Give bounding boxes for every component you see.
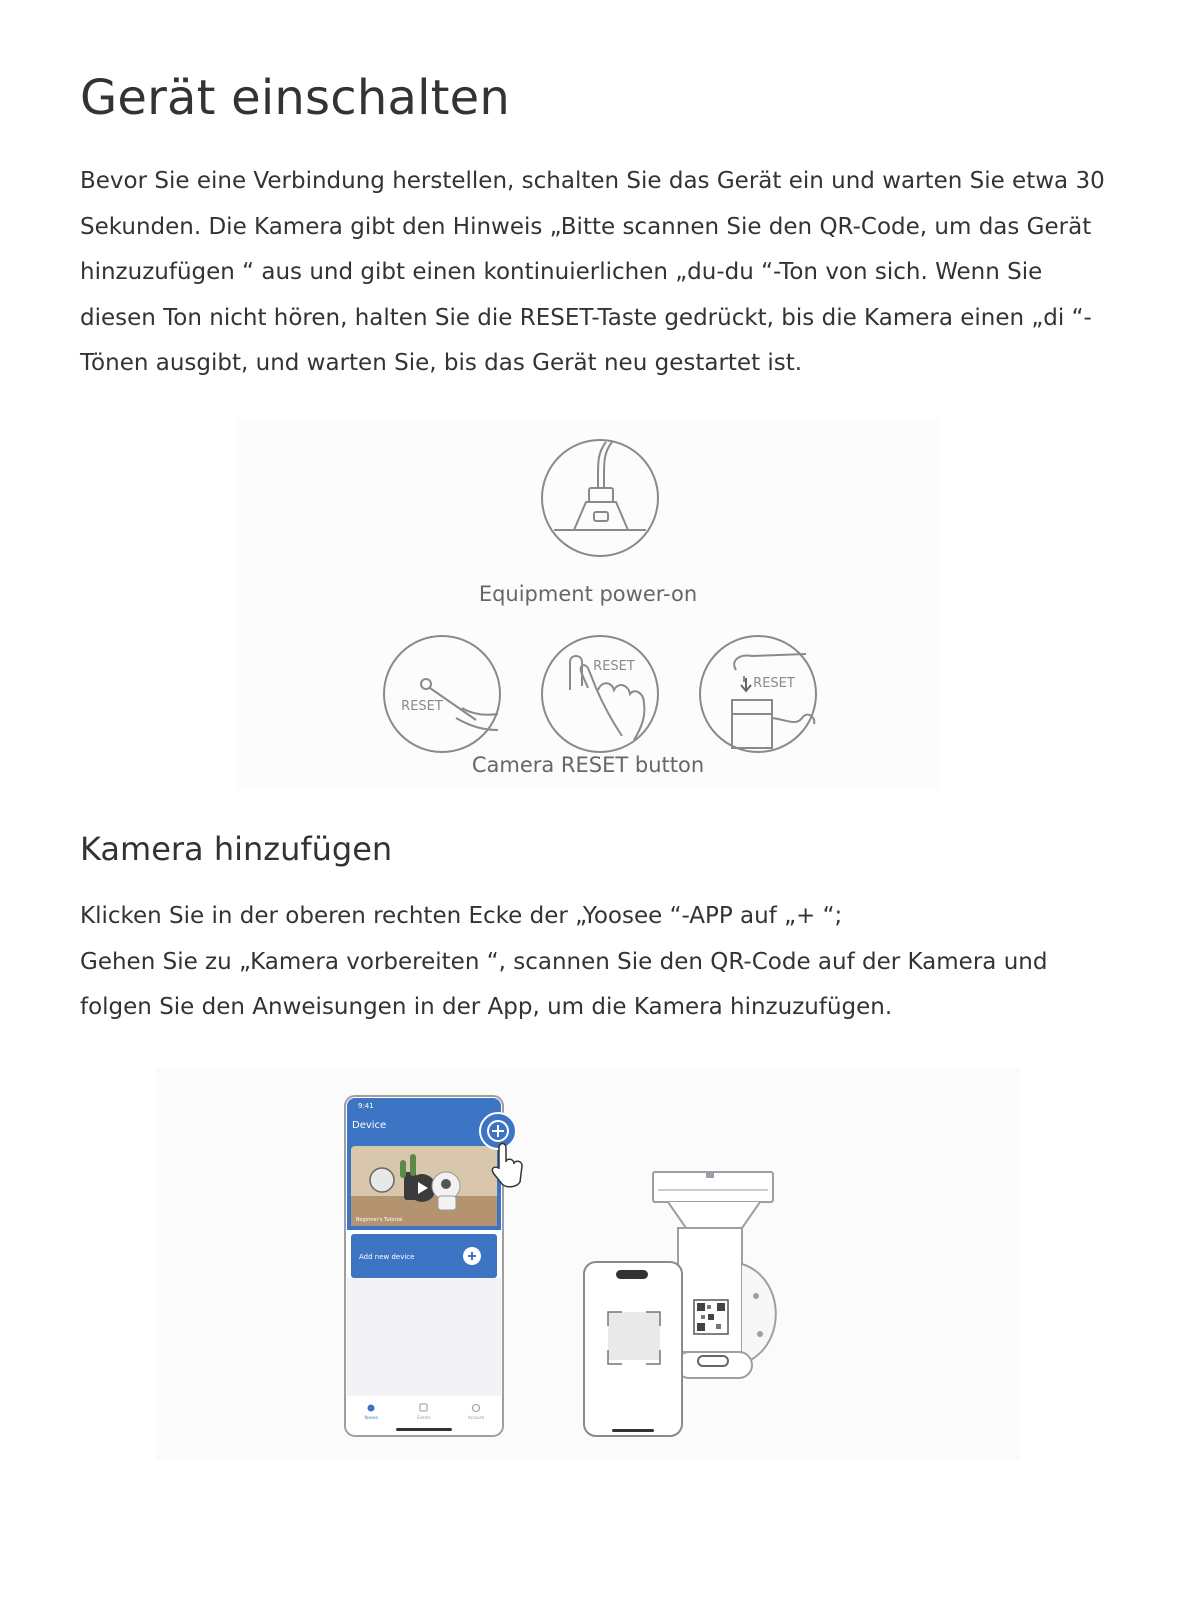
- instruction-line-2: Gehen Sie zu „Kamera vorbereiten “, scannen Sie den QR-Code auf der Kamera und folgen Sie den Anweisungen in der App, um die Kamera hinzuzufügen.: [80, 948, 1048, 1020]
- app-scan-drawing: [156, 1068, 1020, 1460]
- status-time: 9:41: [358, 1102, 374, 1110]
- reset-label-left: RESET: [401, 699, 443, 714]
- finger-press-icon: [542, 636, 658, 752]
- power-on-instructions: Bevor Sie eine Verbindung herstellen, schalten Sie das Gerät ein und warten Sie etwa 30 Sekunden. Die Kamera gibt den Hinweis „Bitte scannen Sie den QR-Code, um das Gerät hinzuzufügen “ aus und gibt einen kontinuierlichen „du-du “-Ton von sich. Wenn Sie diesen Ton nicht hören, halten Sie die RESET-Taste gedrückt, bis die Kamera einen „di “-Tönen ausgibt, und warten Sie, bis das Gerät neu gestartet ist.: [80, 168, 1105, 376]
- tab-label-account[interactable]: Account: [467, 1415, 485, 1420]
- caption-power-on: Equipment power-on: [478, 582, 698, 606]
- power-plug-icon: [542, 440, 658, 556]
- section-title-power-on: Gerät einschalten: [80, 70, 510, 126]
- reset-pin-icon: [384, 636, 500, 752]
- down-arrow-icon: [741, 678, 751, 691]
- caption-reset-button: Camera RESET button: [471, 753, 705, 777]
- tab-label-yoosee[interactable]: Yoosee: [364, 1415, 378, 1420]
- reset-label-right: RESET: [753, 676, 795, 691]
- power-on-reset-illustration: [236, 418, 940, 790]
- tab-home-icon[interactable]: [368, 1405, 375, 1412]
- add-camera-illustration: [156, 1068, 1020, 1460]
- add-device-label: Add new device: [359, 1253, 415, 1261]
- instruction-line-1: Klicken Sie in der oberen rechten Ecke der „Yoosee “-APP auf „+ “;: [80, 903, 843, 929]
- add-camera-instructions: [80, 894, 1120, 1031]
- camera-qr-scan-mockup: [584, 1172, 776, 1436]
- tab-label-events[interactable]: Events: [417, 1415, 431, 1420]
- app-header-device: Device: [352, 1120, 387, 1131]
- banner-caption: Beginner's Tutorial: [356, 1217, 403, 1223]
- phone-app-mockup: [345, 1096, 522, 1436]
- section-title-add-camera: Kamera hinzufügen: [80, 830, 393, 868]
- reset-label-middle: RESET: [593, 659, 635, 674]
- reset-button-press-icon: [700, 636, 816, 752]
- qr-code-icon: [694, 1300, 728, 1334]
